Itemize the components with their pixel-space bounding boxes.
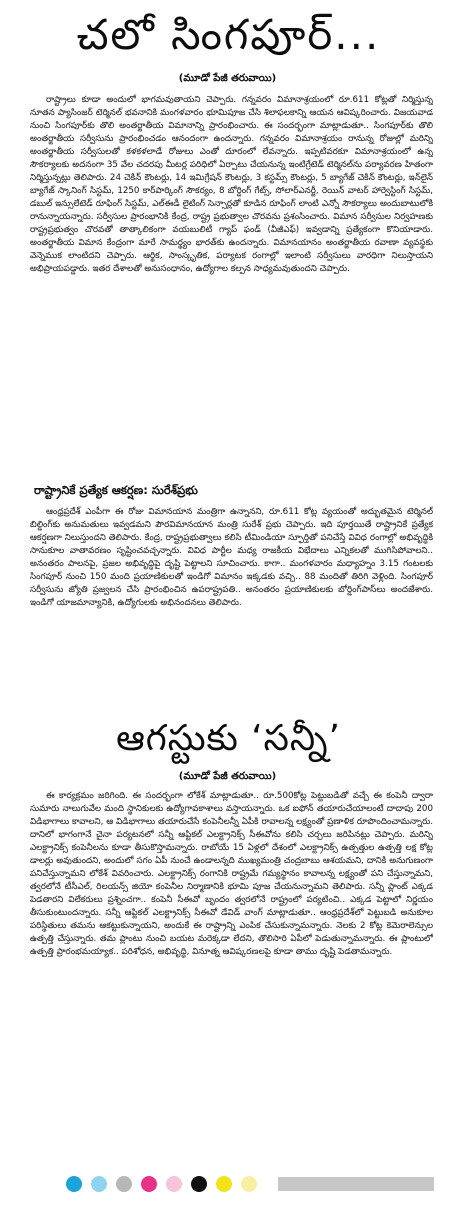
article2-body-text: ఈ కార్యక్రమం జరిగింది. ఈ సందర్భంగా లోకేశ్ మాట్లాడుతూ.. రూ.500కోట్ల పెట్టుబడితో వచ్చే ఈ కంపెనీ ద్వారా సుమారు నాలుగువేల మంది స్థానికులకు ఉద్యోగావకాశాలు వస్తాయన్నారు. ఒక ఐఫోన్ తయారుచేయాలంటే దాదాపు 200 విడిభాగాలు కావాలని, ఆ విడిభాగాలు తయారుచేసే కంపెనీలన్నీ ఏపీకి రావాలన్న లక్ష్యంతో ప్రణాళిక రూపొందించామన్నారు. దానిలో భాగంగానే చైనా పర్యటనలో సన్నీ ఆప్టికల్ ఎలక్ట్రానిక్స్ సీఈవోను కలిసి చర్చలు జరిపినట్లు చెప్పారు. మరిన్ని ఎలక్ట్రానిక్స్ కంపెనీలను కూడా తీసుకొస్తామన్నారు. రాబోయే 15 ఏళ్లలో దేశంలో ఎలక్ట్రానిక్స్ ఉత్పత్తుల ఉత్పత్తి లక్ష కోట్ల డాలర్లు అవుతుందని, అందులో సగం ఏపీ నుంచే ఉండాలన్నది ముఖ్యమంత్రి చంద్రబాబు ఆశయమని, దానికి అనుగుణంగా పనిచేస్తున్నామని లోకేశ్ వివరించారు. ఎలక్ట్రానిక్స్ రంగానికి రాష్ట్రమే గమ్యస్థానం కావాలన్న లక్ష్యంతో పని చేస్తున్నామని, త్వరలోనే టీసీఎల్, రిలయన్స్ జియో కంపెనీల నిర్మాణానికి భూమి పూజ చేయనున్నామని తెలిపారు. సన్నీ ప్లాంట్ ఎక్కడ పెడతారని విలేకరులు ప్రశ్నించగా.. కంపెనీ సీఈవో బృందం త్వరలోనే రాష్ట్రంలో పర్యటించి.. ఎక్కడ పెట్టాలో నిర్ణయం తీసుకుంటుందన్నారు. సన్నీ ఆప్టికల్ ఎలక్ట్రానిక్స్ సీఈవో డేవిడ్ వాంగ్ మాట్లాడుతూ.. ఆంధ్రప్రదేశ్‌లో పెట్టుబడి అనుకూల పరిస్థితులు తమను ఆకట్టుకున్నాయని, అందుకే ఈ రాష్ట్రాన్ని ఎంపిక చేసుకున్నామన్నారు. నెలకు 2 కోట్ల కెమెరాలెన్సుల ఉత్పత్తి చేస్తున్నారు. తమ ప్లాంటు నుంచి బయట మరెక్కడా లేదని, తొలిసారి ఏపీలో పెడుతున్నామన్నారు. ఈ ప్లాంటులో ఉత్పత్తి ప్రారంభమయ్యాక.. పరిశోధన, అభివృద్ధి, వినూత్న ఆవిష్కరణలపై కూడా తాము దృష్టి పెడతామన్నారు. [30,791,433,957]
gray-strip [278,1177,434,1191]
article2-continued-note: (మూడో పేజీ తరువాయి) [178,771,277,782]
color-dot-yellow [216,1176,232,1192]
article2-headline: ఆగస్టుకు ‘సన్నీ’ [116,718,341,759]
color-dot-magenta [141,1176,157,1192]
article1-body2-text: ఆంధ్రప్రదేశ్ ఎంపీగా ఈ రోజు విమానయాన మంత్రిగా ఉన్నానని, రూ.611 కోట్ల వ్యయంతో అద్భుతమైన టెర్మినల్ బిల్డింగ్‌కు అనుమతులు ఇవ్వడమని పౌరవిమానయాన మంత్రి సురేశ్ ప్రభు చెప్పారు. ఇది పూర్తయితే రాష్ట్రానికే ప్రత్యేక ఆకర్షణగా నిలుస్తుందని తెలిపారు. కేంద్ర, రాష్ట్రప్రభుత్వాలు కలిసి టీమిండియా స్ఫూర్తితో పనిచేస్తే వివిధ రంగాల్లో అభివృద్ధికి సానుకూల వాతావరణం సృష్టించవచ్చన్నారు. వివిధ పార్టీల మధ్య రాజకీయ విభేదాలు ఎన్నికలతో ముగిసిపోవాలని.. అనంతరం పాలనపై, ప్రజల అభివృద్ధిపై దృష్టి పెట్టాలని సూచించారు. కాగా.. మంగళవారం మధ్యాహ్నం 3.15 గంటలకు సింగపూర్ నుంచి 150 మంది ప్రయాణికులతో ఇండిగో విమానం ఇక్కడకు వచ్చి.. 88 మందితో తిరిగి వెళ్లింది. సింగపూర్ సర్వీసును జ్యోతి ప్రజ్వలన చేసి ప్రారంభించిన ఉపరాష్ట్రపతి.. అనంతరం ప్రయాణికులకు బోర్డింగ్‌పాస్‌లు అందజేశారు. ఇండిగో యాజమాన్యానికి, ఉద్యోగులకు అభినందనలు తెలిపారు. [30,507,433,608]
article1-body-text: రాష్ట్రాలు కూడా అందులో భాగమవుతాయని చెప్పారు. గన్నవరం విమానాశ్రయంలో రూ.611 కోట్లతో నిర్మిస్తున్న నూతన ప్యాసింజర్ టెర్మినల్ భవనానికి మంగళవారం భూమిపూజ చేసి శిలాఫలకాన్ని ఆయన ఆవిష్కరించారు. విజయవాడ నుంచి సింగపూర్‌కు తొలి అంతర్జాతీయ విమానాన్ని ప్రారంభించారు. ఈ సందర్భంగా మాట్లాడుతూ.. సింగపూర్‌కు తొలి అంతర్జాతీయ సర్వీసును ప్రారంభించడం ఆనందంగా ఉందన్నారు. గన్నవరం విమానాశ్రయం రానున్న రోజుల్లో మరిన్ని అంతర్జాతీయ సర్వీసులతో కళకళలాడే రోజులు ఎంతో దూరంలో లేవన్నారు. ఇప్పటివరకూ విమానాశ్రయంలో ఉన్న సౌకర్యాలకు అదనంగా 35 వేల చదరపు మీటర్ల పరిధిలో ఏర్పాటు చేయనున్న ఇంటిగ్రేటెడ్ టెర్మినల్‌ను పర్యావరణ హితంగా నిర్మిస్తున్నట్లు తెలిపారు. 24 చెకిన్ కౌంటర్లు, 14 ఇమిగ్రేషన్ కౌంటర్లు, 3 కస్టమ్స్ కౌంటర్లు, 5 బ్యాగేజ్ చెకిన్ కౌంటర్లు, ఇన్‌లైన్ బ్యాగేజ్ స్కానింగ్ సిస్టమ్, 1250 కార్‌పార్కింగ్ సౌకర్యం, 8 బోర్డింగ్ గేట్స్, సోలార్‌ఎనర్జీ, రెయిన్ వాటర్ హార్వెస్టింగ్ సిస్టమ్, డబుల్ ఇన్సులేటెడ్ రూఫింగ్ సిస్టమ్, ఎల్ఈడీ లైటింగ్ సెన్సార్లతో కూడిన రూఫింగ్ లాంటి ఎన్నో సౌకర్యాలు అందుబాటులోకి రానున్నాయన్నారు. సర్వీసుల ప్రారంభానికి కేంద్ర, రాష్ట్ర ప్రభుత్వాల చొరవను ప్రశంసించారు. విమాన సర్వీసుల నిర్వహణకు రాష్ట్రప్రభుత్వం చొరవతో తాత్కాలికంగా వయబులిటీ గ్యాప్ ఫండ్ (వీజీఎఫ్) ఇవ్వడాన్ని ప్రత్యేకంగా కొనియాడారు. అంతర్జాతీయ విమాన కేంద్రంగా మారే సామర్థ్యం భారత్‌కు ఉందన్నారు. విమానయానం అంతర్జాతీయ రవాణా వ్యవస్థకు వెన్నెముక లాంటిదని చెప్పారు. ఆర్థిక, సాంస్కృతిక, పర్యాటక రంగాల్లో ఇలాంటి సర్వీసులు వారధిగా నిలుస్తాయని అభిప్రాయపడ్డారు. ఇతర దేశాలతో అనుసంధానం, ఉద్యోగాల కల్పన సాధ్యమవుతుందని చెప్పారు. [30,95,433,274]
color-dot-black [191,1176,207,1192]
article1-headline: చలో సింగపూర్... [76,10,381,59]
article1-continued-note: (మూడో పేజీ తరువాయి) [178,73,277,84]
print-color-bar [0,1170,455,1198]
article2-body [30,790,433,1160]
color-dot-cyan [66,1176,82,1192]
color-dot-light-magenta [166,1176,182,1192]
article1-body2 [30,506,433,706]
color-dot-gray [116,1176,132,1192]
color-dot-light-yellow [241,1176,257,1192]
article1-subheading: రాష్ట్రానికే ప్రత్యేక ఆకర్షణ: సురేశ్‌ప్రభు [34,483,198,497]
article1-body [30,94,433,477]
color-dot-light-cyan [91,1176,107,1192]
